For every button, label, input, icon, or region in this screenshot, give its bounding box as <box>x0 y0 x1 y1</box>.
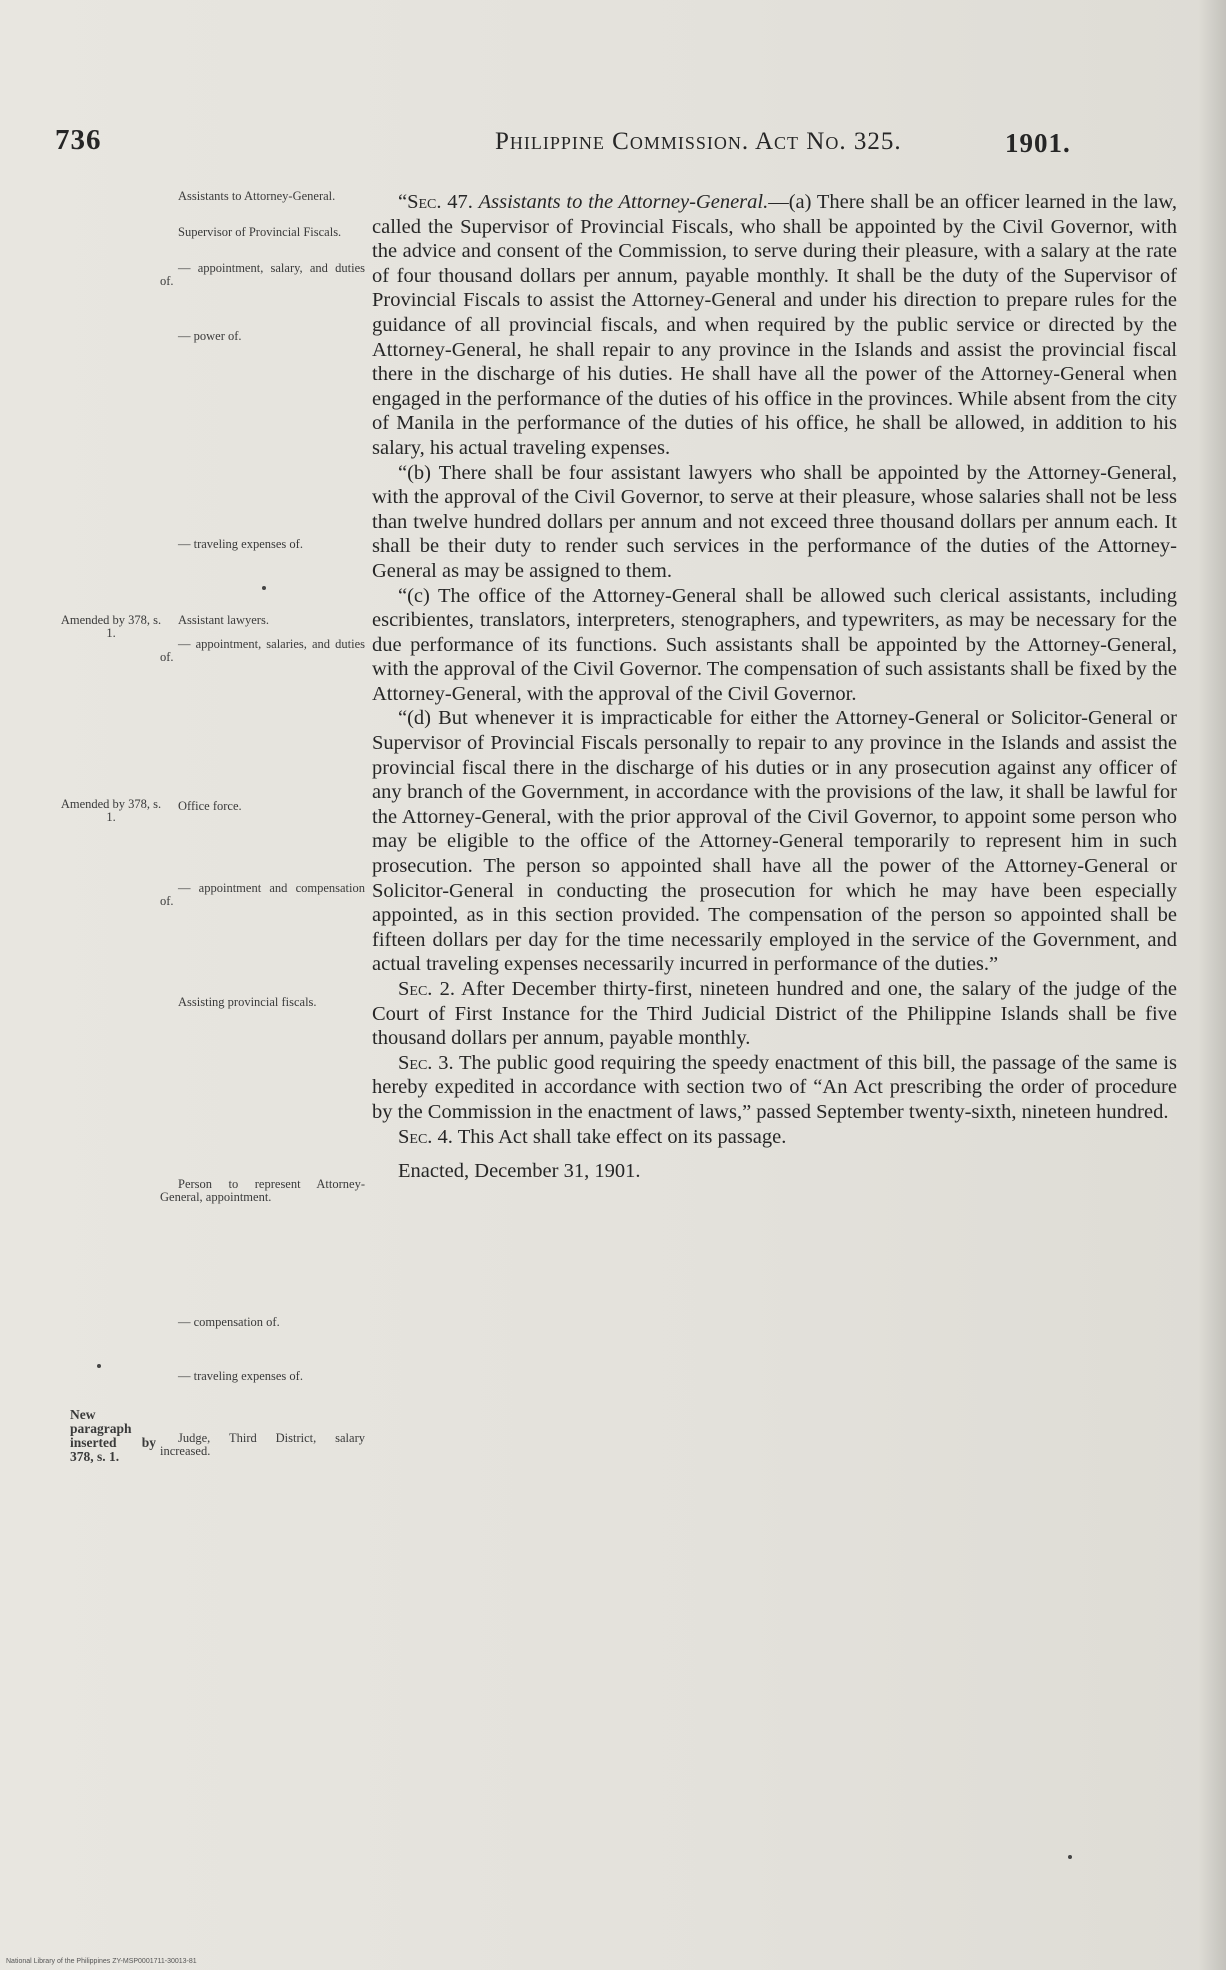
section-47-paragraph-c: “(c) The office of the Attorney-General shall be allowed such clerical assistants, including escribientes, translators, interpreters, stenographers, and typewriters, as may be necessary for the due performance of its functions. Such assistants shall be appointed by the Attorney-General, with the approval of the Civil Governor. The compensation of such assistants shall be fixed by the Attorney-General, with the approval of the Civil Governor. <box>372 584 1177 705</box>
running-header <box>55 124 1071 164</box>
section-number: Sec. 4. <box>398 1125 453 1148</box>
margin-note: — traveling expenses of. <box>178 537 303 551</box>
margin-note: Person to represent Attorney-General, appointment. <box>160 1177 365 1204</box>
paragraph-text: After December thirty-first, nineteen hundred and one, the salary of the judge of the Court of First Instance for the Third Judicial District of the Philippine Islands shall be five thousand dollars per annum, payable monthly. <box>372 978 1177 1050</box>
paragraph-text: This Act shall take effect on its passage. <box>457 1125 787 1148</box>
margin-note: — appointment and compensation of. <box>160 881 365 908</box>
margin-note: Office force. <box>178 799 242 813</box>
section-number: Sec. 2. <box>398 978 456 1000</box>
section-4-paragraph <box>372 1125 1177 1150</box>
page-number: 736 <box>55 124 102 156</box>
paragraph-text: —(a) There shall be an officer learned in the law, called the Supervisor of Provincial Fiscals, who shall be appointed by the Civil Governor, with the advice and consent of the Commission, to serve during their pleasure, with a salary at the rate of four thousand dollars per annum, payable monthly. It shall be the duty of the Supervisor of Provincial Fiscals to assist the Attorney-General and under his direction to prepare rules for the guidance of all provincial fiscals, and when required by the public service or directed by the Attorney-General, he shall repair to any province in the Islands and assist the provincial fiscal there in the discharge of his duties. He shall have all the power of the Attorney-General when engaged in the performance of the duties of his office in the provinces. While absent from the city of Manila in the performance of the duties of his office, he shall be allowed, in addition to his salary, his actual traveling expenses. <box>372 191 1177 459</box>
section-3-paragraph <box>372 1051 1177 1125</box>
margin-note: Assistant lawyers. <box>178 613 269 627</box>
amendment-note: Amended by 378, s. 1. <box>60 797 162 824</box>
section-47-paragraph-a <box>372 190 1177 461</box>
amendment-note: Amended by 378, s. 1. <box>60 613 162 640</box>
section-heading: Assistants to the Attorney-General. <box>478 191 769 213</box>
margin-note: Assisting provincial fiscals. <box>178 995 317 1009</box>
margin-note: Assistants to Attorney-General. <box>178 189 336 203</box>
section-2-paragraph <box>372 977 1177 1051</box>
section-47-paragraph-b: “(b) There shall be four assistant lawyers who shall be appointed by the Attorney-General, with the approval of the Civil Governor, to serve at their pleasure, whose salaries shall not be less than twelve hundred dollars per annum and not exceed three thousand dollars per annum each. It shall be their duty to render such services in the performance of the duties of the Attorney-General as may be assigned to them. <box>372 461 1177 582</box>
speck <box>97 1364 101 1368</box>
enactment-date: Enacted, December 31, 1901. <box>398 1160 641 1183</box>
margin-note: — compensation of. <box>178 1315 280 1329</box>
margin-note: — appointment, salary, and duties of. <box>160 261 365 288</box>
act-text <box>372 190 1177 1184</box>
running-title: Philippine Commission. Act No. 325. <box>495 128 902 155</box>
margin-note: — power of. <box>178 329 242 343</box>
amendment-note: New paragraph inserted by 378, s. 1. <box>70 1407 156 1464</box>
margin-note: Judge, Third District, salary increased. <box>160 1431 365 1458</box>
section-47-paragraph-d: “(d) But whenever it is impracticable for either the Attorney-General or Solicitor-General or Supervisor of Provincial Fiscals personally to repair to any province in the Islands and assist the provincial fiscal there in the discharge of his duties or in any prosecution against any officer of any branch of the Government, in accordance with the provisions of the law, it shall be lawful for the Attorney-General, with the prior approval of the Civil Governor, to appoint some person who may be eligible to the office of the Attorney-General temporarily to represent him in such prosecution. The person so appointed shall have all the power of the Attorney-General or Solicitor-General in conducting the prosecution for which he may have been especially appointed, as in this section provided. The compensation of the person so appointed shall be fifteen dollars per day for the time necessarily employed in the service of the Government, and actual traveling expenses necessarily incurred in performance of the duties.” <box>372 707 1177 976</box>
paragraph-text: The public good requiring the speedy enactment of this bill, the passage of the same is hereby expedited in accordance with section two of “An Act prescribing the order of procedure by the Commission in the enactment of laws,” passed September twenty-sixth, nineteen hundred. <box>372 1051 1178 1123</box>
margin-note: Supervisor of Provincial Fiscals. <box>178 225 342 239</box>
scan-footer: National Library of the Philippines ZY-MSP0001711-30013-81 <box>6 1958 197 1965</box>
speck <box>1068 1855 1072 1859</box>
speck <box>262 586 266 590</box>
margin-note: — traveling expenses of. <box>178 1369 303 1383</box>
section-number: Sec. 3. <box>398 1051 454 1074</box>
margin-note: — appointment, salaries, and duties of. <box>160 637 365 664</box>
header-year: 1901. <box>1005 128 1071 158</box>
section-number: “Sec. 47. <box>398 191 473 213</box>
page-edge-shadow <box>1198 0 1226 1970</box>
